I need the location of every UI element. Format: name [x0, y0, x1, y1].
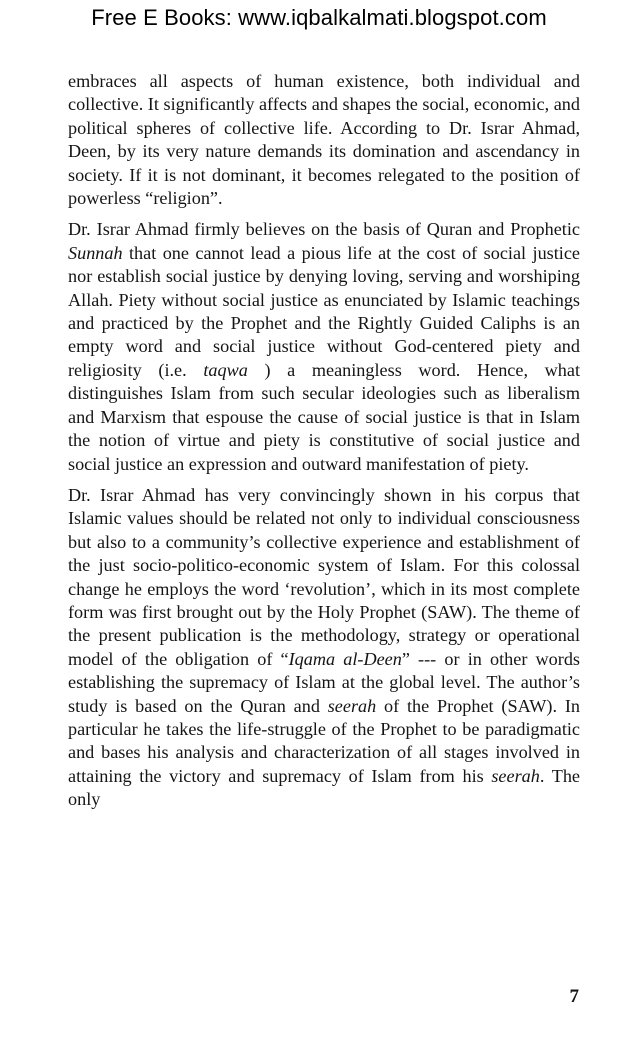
text-run: Dr. Israr Ahmad has very convincingly shown in his corpus that Islamic values should be related not only to individual consciousness but also to a community’s collective experience and establishment of the just socio-politico-economic system of Islam. For this colossal change he employs the word ‘revolution’, which in its most complete form was first brought out by the Holy Prophet (SAW). The theme of the present publication is the methodology, strategy or operational model of the obligation of “ — [68, 484, 580, 669]
paragraph-2 — [68, 218, 580, 475]
text-run: ) a meaningless word. Hence, what distinguishes Islam from such secular ideologies such as liberalism and Marxism that espouse the cause of social justice is that in Islam the notion of virtue and piety is constitutive of social justice and social justice an expression and outward manifestation of piety. — [68, 359, 580, 474]
text-run: . The only — [68, 765, 580, 810]
italic-term: taqwa — [203, 359, 248, 380]
paragraph-3 — [68, 484, 580, 812]
text-run: of the Prophet (SAW). In particular he takes the life-struggle of the Prophet to be paradigmatic and bases his analysis and characterization of all stages involved in attaining the victory and supremacy of Islam from his — [68, 695, 580, 786]
italic-term: seerah — [327, 695, 377, 716]
body-text — [68, 70, 580, 820]
text-run: Dr. Israr Ahmad firmly believes on the basis of Quran and Prophetic — [68, 219, 580, 240]
text-run: embraces all aspects of human existence, both individual and collective. It significantly affects and shapes the social, economic, and political spheres of collective life. According to Dr. Israr Ahmad, Deen, by its very nature demands its domination and ascendancy in society. If it is not dominant, it becomes relegated to the position of powerless “religion”. — [68, 71, 580, 209]
page-header-banner: Free E Books: www.iqbalkalmati.blogspot.com — [91, 5, 547, 30]
italic-term: Sunnah — [68, 242, 123, 263]
text-run: that one cannot lead a pious life at the cost of social justice nor establish social justice by denying loving, serving and worshiping Allah. Piety without social justice as enunciated by Islamic teachings and practiced by the Prophet and the Rightly Guided Caliphs is an empty word and social justice without God-centered piety and religiosity (i.e. — [68, 242, 580, 380]
italic-term: Iqama al-Deen — [288, 648, 402, 669]
page-number: 7 — [569, 986, 579, 1007]
text-run: ” --- or in other words establishing the supremacy of Islam at the global level. The author’s study is based on the Quran and — [68, 648, 580, 716]
italic-term: seerah — [491, 765, 540, 786]
paragraph-1 — [68, 70, 580, 210]
